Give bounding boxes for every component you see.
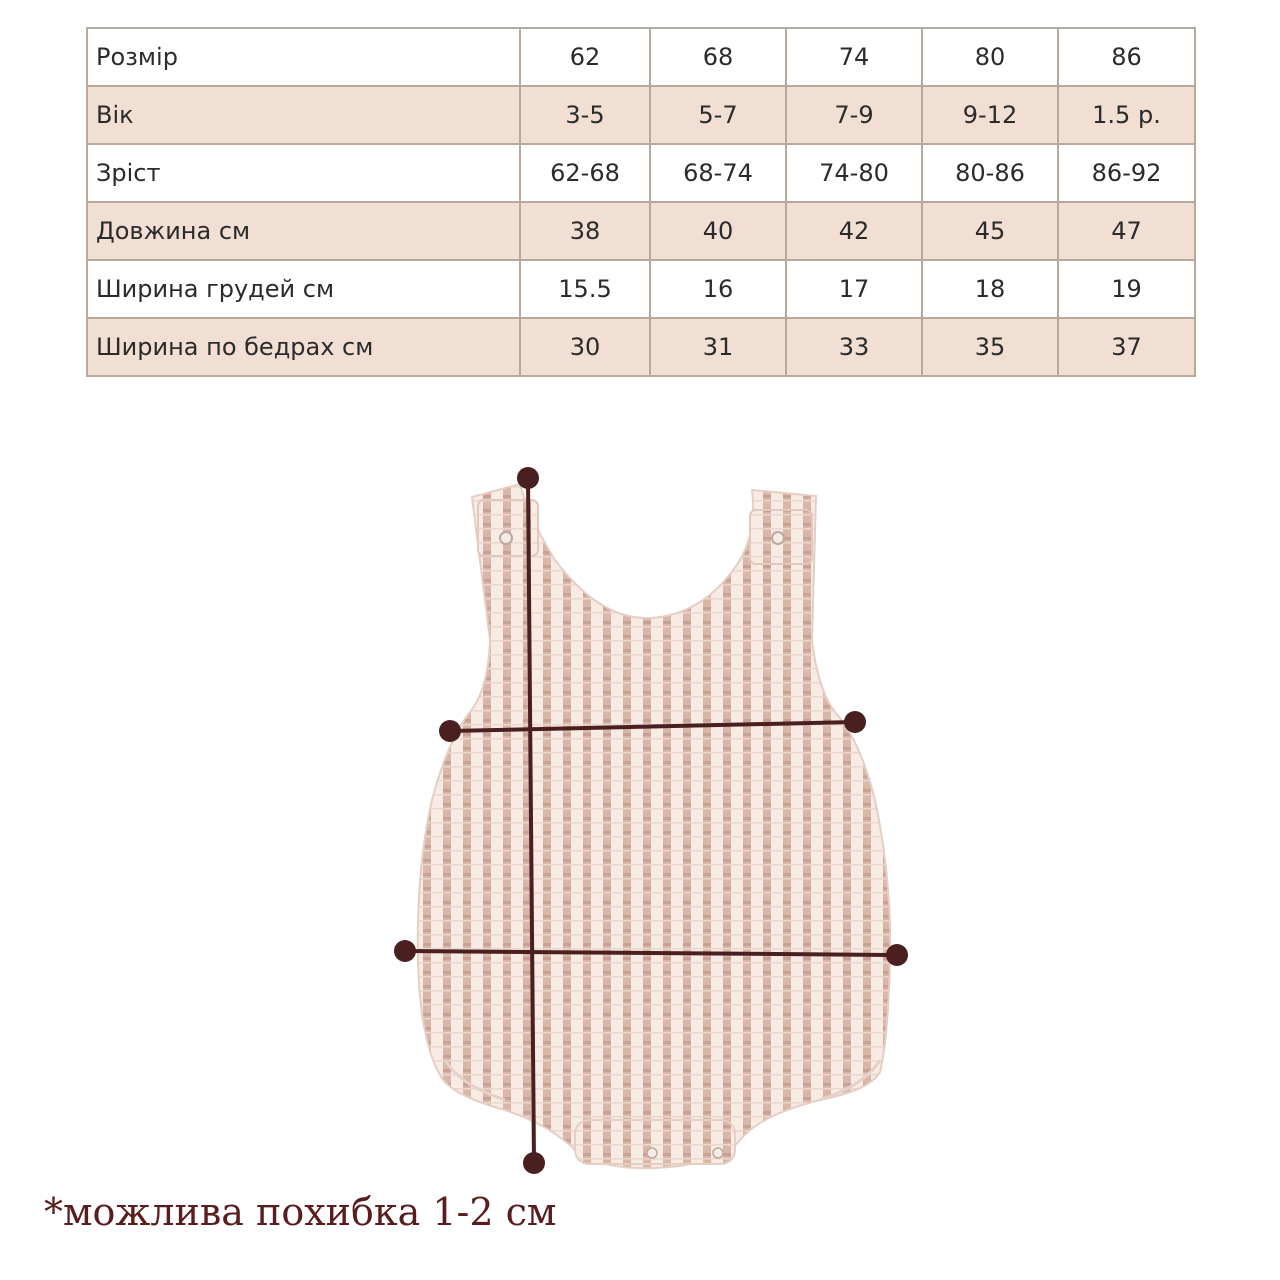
row-length <box>87 202 1195 260</box>
footnote: *можлива похибка 1-2 см <box>44 1190 557 1234</box>
cell: 18 <box>922 260 1058 318</box>
cell: 3-5 <box>520 86 650 144</box>
measure-dot <box>439 720 461 742</box>
cell: 47 <box>1058 202 1195 260</box>
cell: 16 <box>650 260 786 318</box>
row-chest-width <box>87 260 1195 318</box>
row-age <box>87 86 1195 144</box>
cell: 37 <box>1058 318 1195 376</box>
cell: 74 <box>786 28 922 86</box>
cell: 5-7 <box>650 86 786 144</box>
measure-dot <box>844 711 866 733</box>
row-label: Ширина по бедрах см <box>87 318 520 376</box>
romper-garment <box>418 484 890 1168</box>
cell: 68 <box>650 28 786 86</box>
cell: 80 <box>922 28 1058 86</box>
cell: 38 <box>520 202 650 260</box>
size-table <box>86 27 1196 377</box>
cell: 35 <box>922 318 1058 376</box>
snap-button-icon <box>500 532 512 544</box>
snap-button-icon <box>647 1148 657 1158</box>
snap-button-icon <box>713 1148 723 1158</box>
row-height <box>87 144 1195 202</box>
cell: 86 <box>1058 28 1195 86</box>
measure-dot <box>517 467 539 489</box>
cell: 40 <box>650 202 786 260</box>
snap-button-icon <box>772 532 784 544</box>
romper-measurement-figure <box>380 455 920 1185</box>
row-hip-width <box>87 318 1195 376</box>
cell: 33 <box>786 318 922 376</box>
cell: 62-68 <box>520 144 650 202</box>
measure-dot <box>394 940 416 962</box>
cell: 68-74 <box>650 144 786 202</box>
cell: 74-80 <box>786 144 922 202</box>
cell: 15.5 <box>520 260 650 318</box>
cell: 9-12 <box>922 86 1058 144</box>
cell: 30 <box>520 318 650 376</box>
measure-dot <box>523 1152 545 1174</box>
row-label: Зріст <box>87 144 520 202</box>
row-label: Розмір <box>87 28 520 86</box>
cell: 45 <box>922 202 1058 260</box>
cell: 42 <box>786 202 922 260</box>
cell: 7-9 <box>786 86 922 144</box>
cell: 17 <box>786 260 922 318</box>
cell: 19 <box>1058 260 1195 318</box>
cell: 62 <box>520 28 650 86</box>
row-label: Ширина грудей см <box>87 260 520 318</box>
measure-dot <box>886 944 908 966</box>
row-label: Вік <box>87 86 520 144</box>
cell: 31 <box>650 318 786 376</box>
cell: 80-86 <box>922 144 1058 202</box>
cell: 86-92 <box>1058 144 1195 202</box>
cell: 1.5 р. <box>1058 86 1195 144</box>
row-size <box>87 28 1195 86</box>
row-label: Довжина см <box>87 202 520 260</box>
